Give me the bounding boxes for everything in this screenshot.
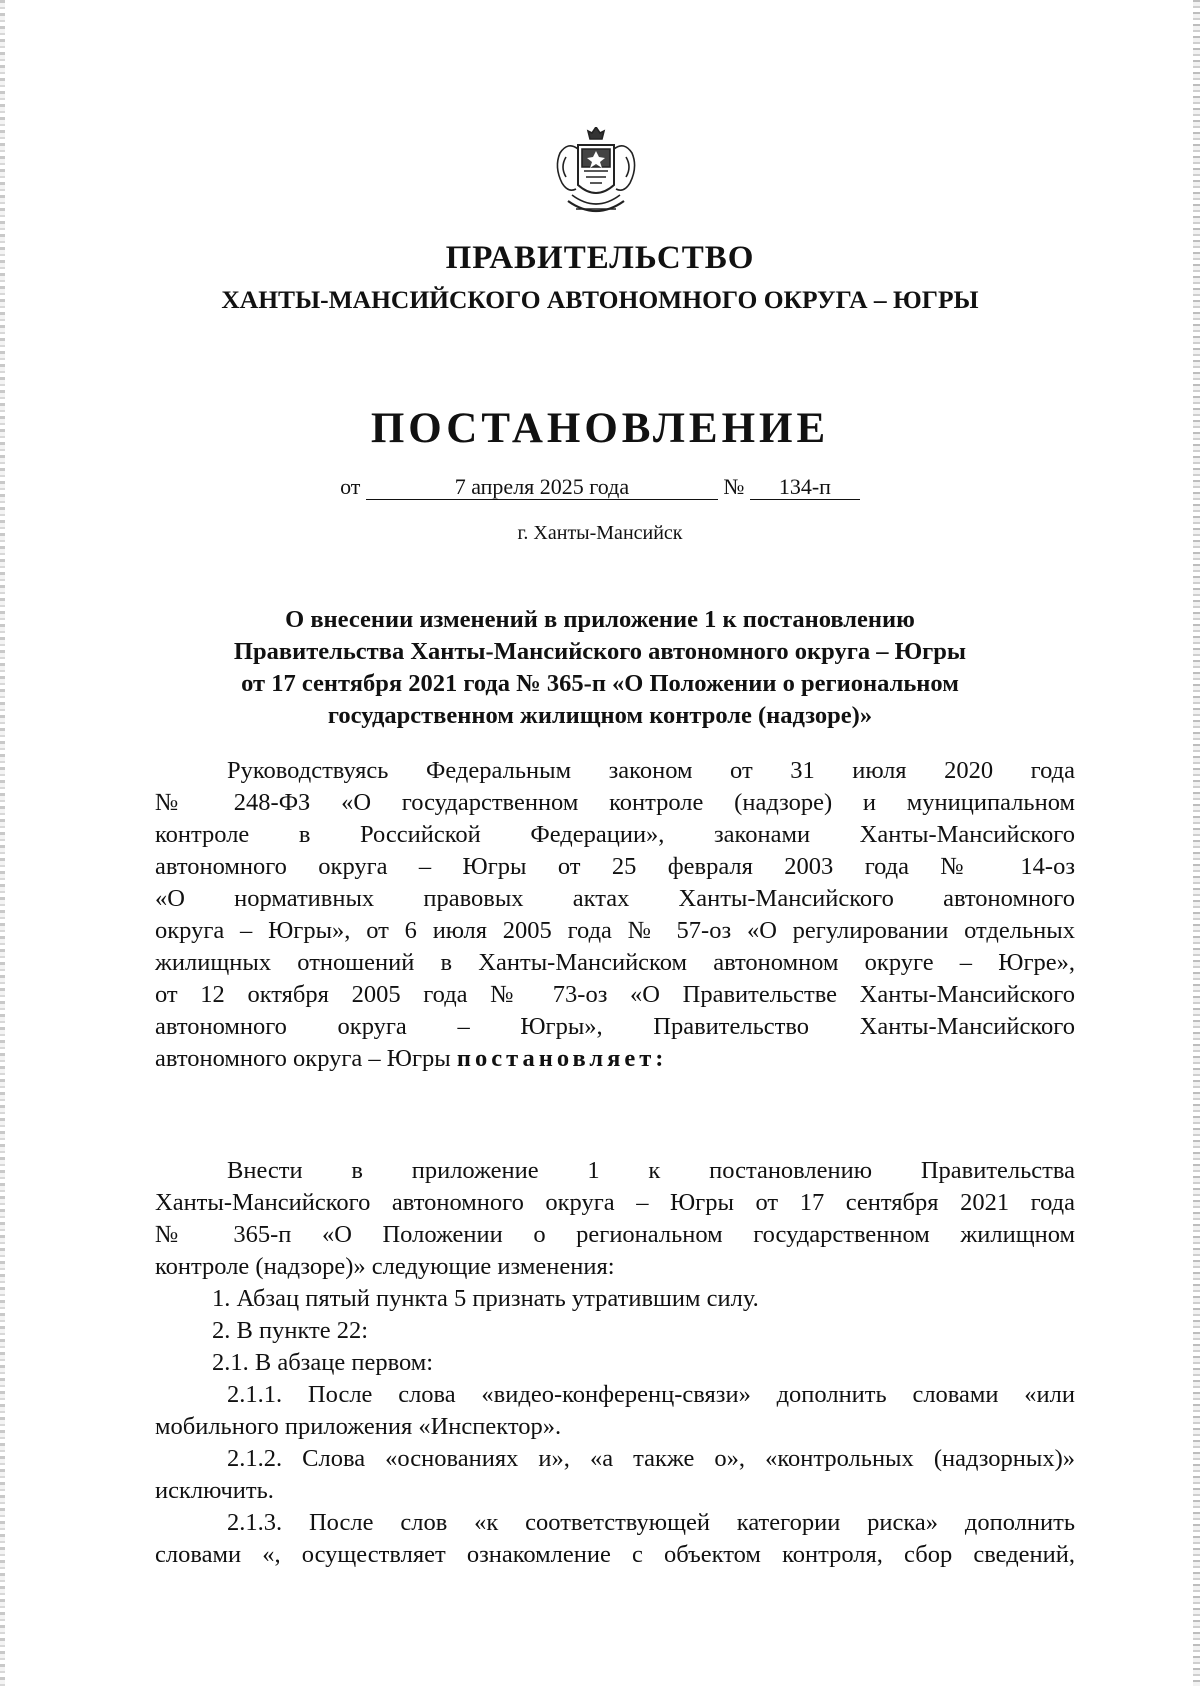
document-subject <box>150 604 1050 732</box>
government-title: ПРАВИТЕЛЬСТВО <box>445 240 755 276</box>
amendment-intro-line: № 365-п «О Положении о региональном государственном жилищном <box>155 1221 1075 1248</box>
coat-of-arms-icon <box>548 127 644 227</box>
document-number: 134-п <box>750 475 860 500</box>
subject-line: от 17 сентября 2021 года № 365-п «О Положении о региональном <box>241 670 959 697</box>
preamble-line: автономного округа – Югры», Правительство Ханты-Мансийского <box>155 1013 1075 1040</box>
amendment-item-2-1: 2.1. В абзаце первом: <box>212 1349 434 1376</box>
preamble-line: автономного округа – Югры от 25 февраля 2003 года № 14-оз <box>155 853 1075 880</box>
preamble-paragraph <box>155 755 1075 1075</box>
document-city: г. Ханты-Мансийск <box>517 522 683 544</box>
preamble-line: от 12 октября 2005 года № 73-оз «О Правительстве Ханты-Мансийского <box>155 981 1075 1008</box>
date-number-line <box>0 474 1200 500</box>
date-prefix: от <box>340 474 361 499</box>
preamble-line: округа – Югры», от 6 июля 2005 года № 57-оз «О регулировании отдельных <box>155 917 1075 944</box>
amendment-intro-line: контроле (надзоре)» следующие изменения: <box>155 1253 615 1280</box>
preamble-line: Руководствуясь Федеральным законом от 31 июля 2020 года <box>227 757 1075 784</box>
subject-line: государственном жилищном контроле (надзоре)» <box>327 702 873 729</box>
amendment-item-2: 2. В пункте 22: <box>212 1317 369 1344</box>
preamble-line: контроле в Российской Федерации», законами Ханты-Мансийского <box>155 821 1075 848</box>
amendment-item-1: 1. Абзац пятый пункта 5 признать утратившим силу. <box>212 1285 759 1312</box>
amendment-item-2-1-1: 2.1.1. После слова «видео-конференц-связи» дополнить словами «или <box>227 1381 1075 1408</box>
amendment-item-2-1-1-cont: мобильного приложения «Инспектор». <box>155 1413 562 1440</box>
amendment-intro-line: Ханты-Мансийского автономного округа – Югры от 17 сентября 2021 года <box>155 1189 1075 1216</box>
subject-line: О внесении изменений в приложение 1 к постановлению <box>285 606 915 633</box>
document-type: ПОСТАНОВЛЕНИЕ <box>370 405 830 452</box>
amendment-intro-line: Внести в приложение 1 к постановлению Правительства <box>227 1157 1075 1184</box>
preamble-last-line <box>155 1043 1075 1075</box>
preamble-line: «О нормативных правовых актах Ханты-Мансийского автономного <box>155 885 1075 912</box>
number-sign: № <box>723 474 745 499</box>
resolves-word: постановляет: <box>456 1045 668 1072</box>
amendment-item-2-1-3: 2.1.3. После слов «к соответствующей категории риска» дополнить <box>227 1509 1075 1536</box>
amendment-item-2-1-3-cont: словами «, осуществляет ознакомление с объектом контроля, сбор сведений, <box>155 1541 1075 1568</box>
document-date: 7 апреля 2025 года <box>366 475 718 500</box>
government-region: ХАНТЫ-МАНСИЙСКОГО АВТОНОМНОГО ОКРУГА – ЮГРЫ <box>221 285 979 314</box>
preamble-line: автономного округа – Югры <box>155 1045 451 1072</box>
amendment-item-2-1-2: 2.1.2. Слова «основаниях и», «а также о», «контрольных (надзорных)» <box>227 1445 1075 1472</box>
preamble-line: № 248-ФЗ «О государственном контроле (надзоре) и муниципальном <box>155 789 1075 816</box>
preamble-line: жилищных отношений в Ханты-Мансийском автономном округе – Югре», <box>155 949 1075 976</box>
amendment-item-2-1-2-cont: исключить. <box>155 1477 274 1504</box>
subject-line: Правительства Ханты-Мансийского автономного округа – Югры <box>233 638 967 665</box>
amendments-section <box>155 1155 1075 1571</box>
